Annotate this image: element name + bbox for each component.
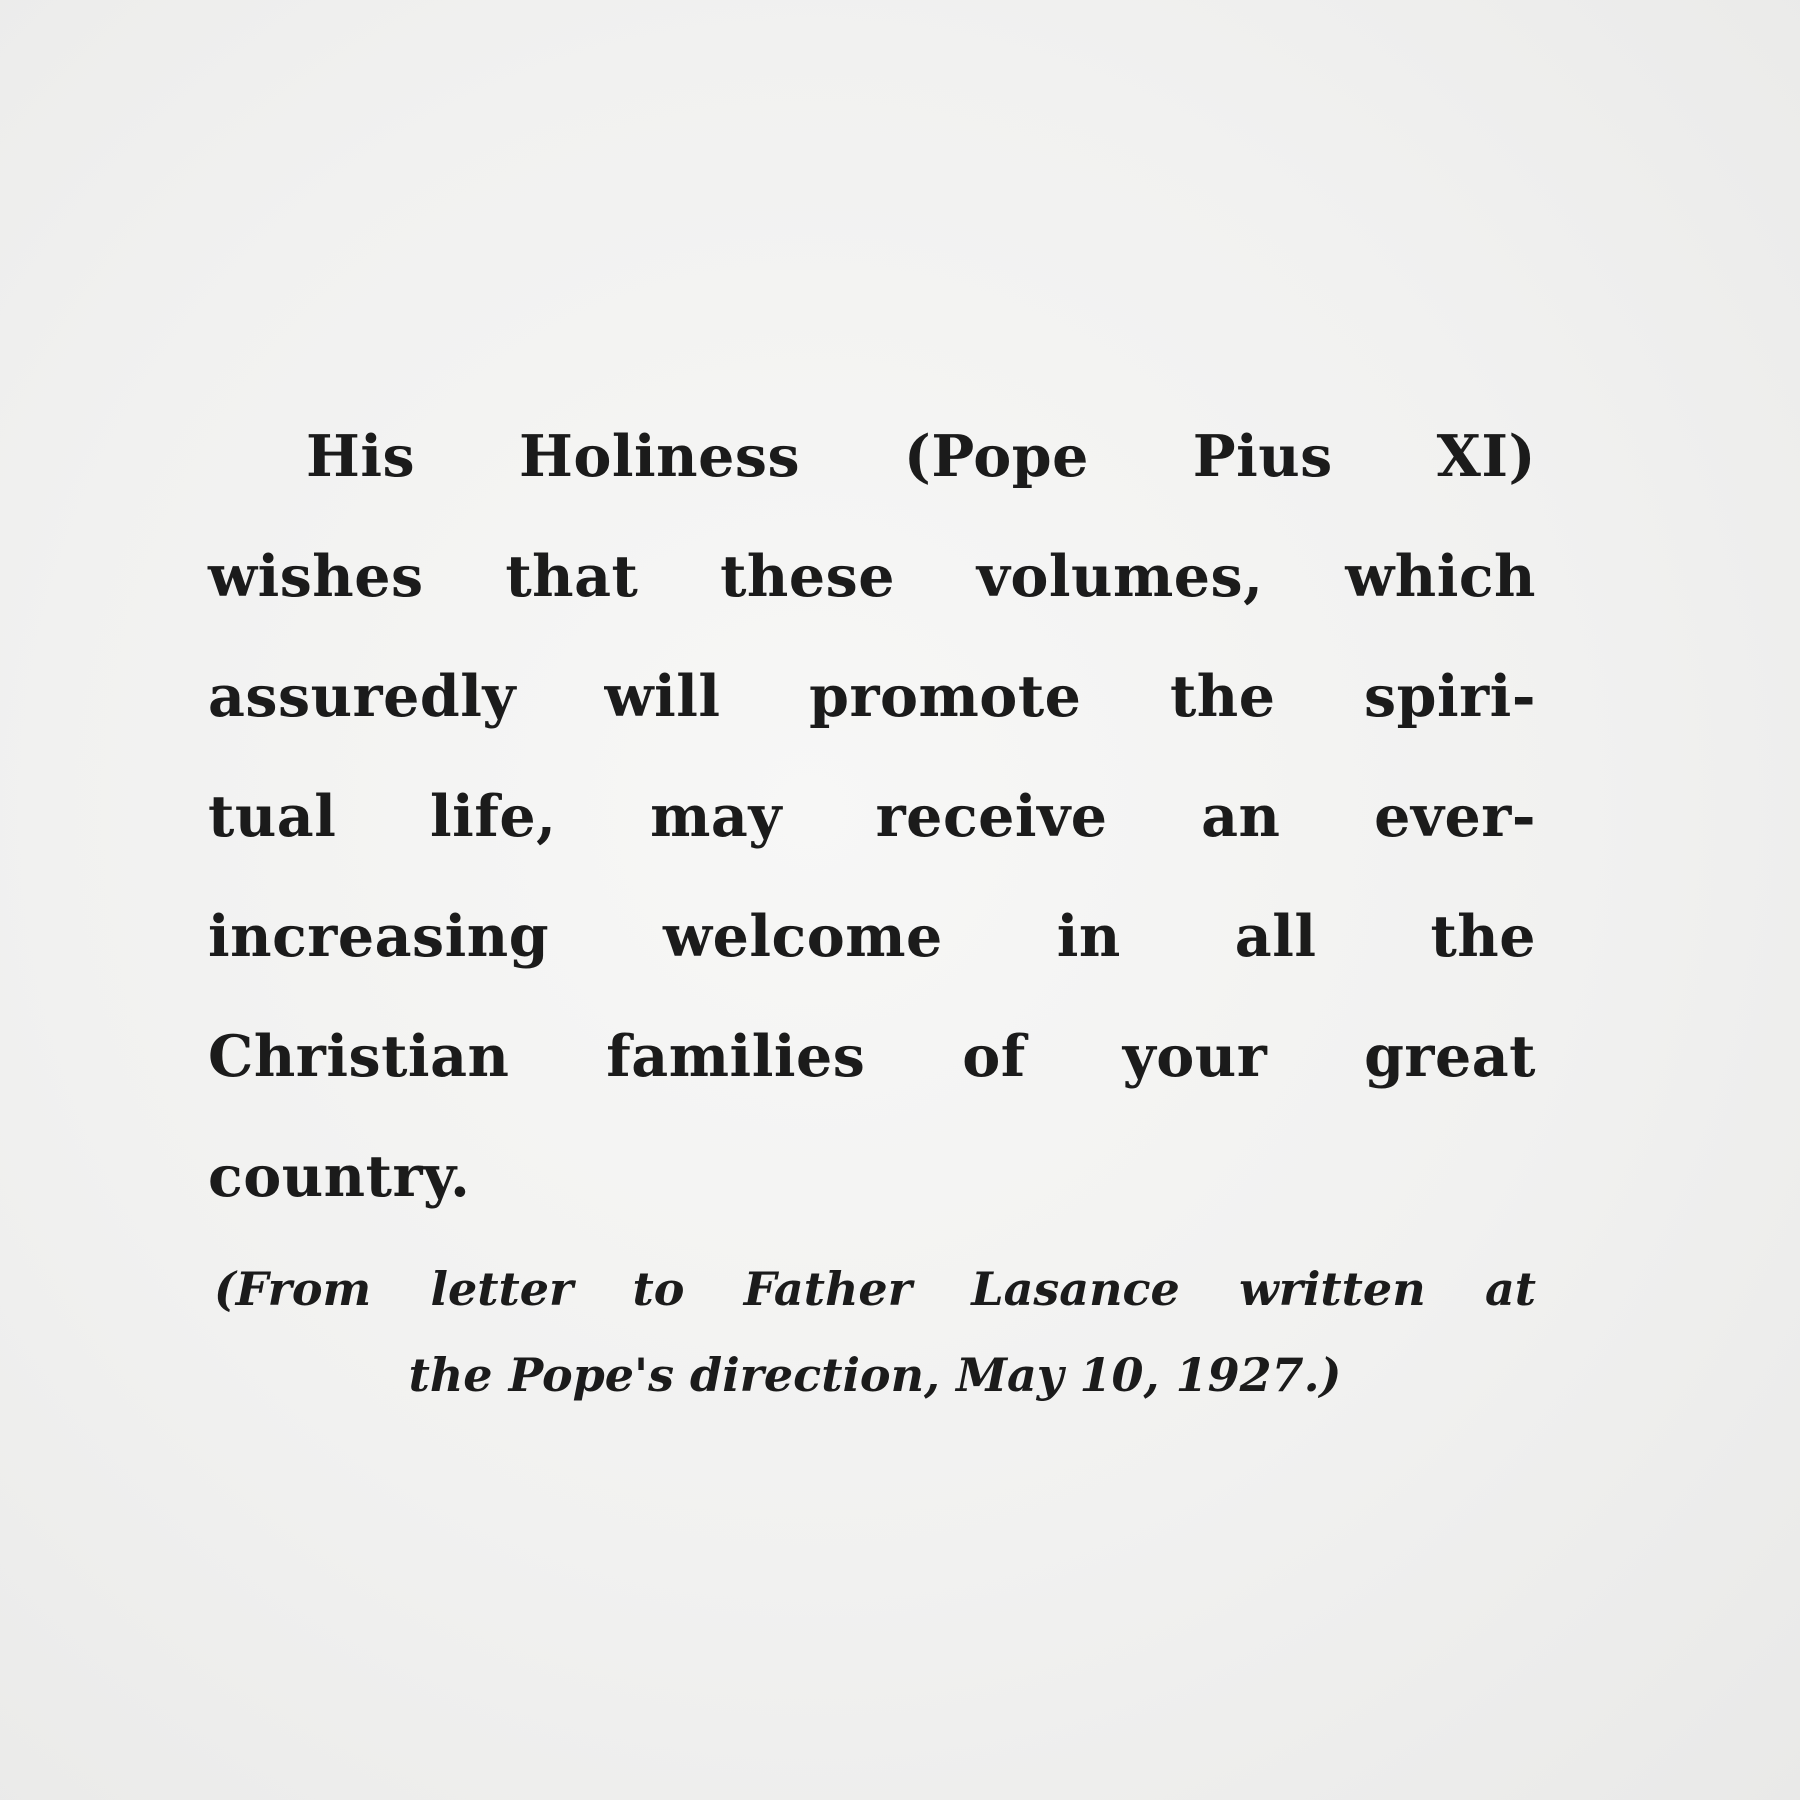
quote-line-2: wishes that these volumes, which [208, 543, 1536, 610]
quote-line-3: assuredly will promote the spiri- [208, 663, 1536, 730]
attribution-caption [214, 1246, 1536, 1418]
quote-line-6: Christian families of your great [208, 1023, 1536, 1090]
quote-line-7: country. [208, 1143, 471, 1210]
quote-line-4: tual life, may receive an ever- [208, 783, 1536, 850]
attribution-line-2: the Pope's direction, May 10, 1927.) [408, 1348, 1342, 1402]
quote-line-1: His Holiness (Pope Pius XI) [306, 423, 1536, 490]
attribution-line-1: (From letter to Father Lasance written at [214, 1262, 1536, 1316]
quote-paragraph [208, 397, 1536, 1237]
quote-line-5: increasing welcome in all the [208, 903, 1536, 970]
